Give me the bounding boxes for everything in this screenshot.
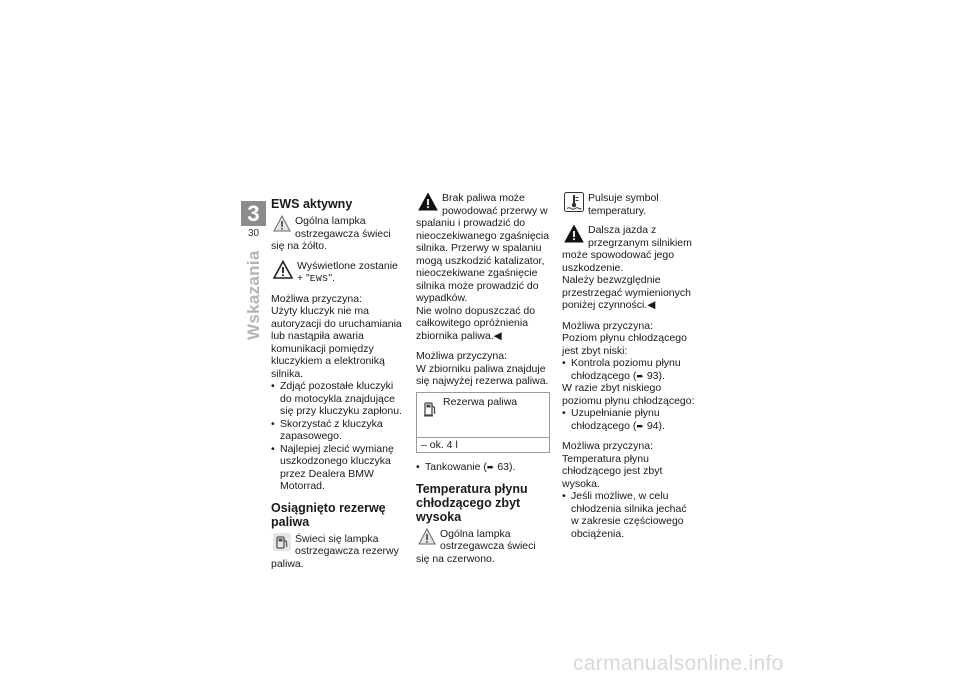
- fuel-reserve-label: Rezerwa paliwa: [443, 395, 518, 408]
- temp-symbol-text: Pulsuje symbol temperatury.: [588, 192, 659, 217]
- temp-symbol-block: [562, 192, 696, 217]
- list-item: • Zdjąć pozostałe kluczyki do motocykla znajdujące się przy kluczyku zapłonu.: [271, 380, 405, 418]
- ews-warning-text: Ogólna lampka ostrzegawcza świeci się na żółto.: [271, 215, 391, 252]
- warning-lamp-icon: [273, 215, 291, 233]
- end-mark-icon: ◀: [493, 329, 502, 342]
- check-page-ref: 93).: [643, 369, 665, 382]
- column-3: [562, 192, 696, 548]
- list-item: • Jeśli możliwe, w celu chłodzenia silnika jechać w zakresie częściowego obciążenia.: [562, 490, 696, 540]
- column-2: [416, 192, 550, 572]
- page-reference-arrow-icon: ➨: [636, 370, 644, 381]
- fuel-warning-block: [271, 533, 405, 571]
- coolant-warning-block: [416, 528, 550, 566]
- refuel-text: Tankowanie (: [425, 461, 487, 473]
- page-number: 30: [247, 228, 260, 239]
- fuel-danger-sentence: Nie wolno dopuszczać do całkowitego opróżnienia zbiornika paliwa.: [416, 304, 536, 342]
- ews-warning-block: [271, 215, 405, 253]
- warning-triangle-icon: [273, 260, 293, 280]
- fuel-pump-icon: [421, 400, 439, 418]
- check-list: [562, 357, 696, 382]
- page-reference-arrow-icon: ➨: [486, 462, 495, 472]
- fuel-reserve-table: [416, 392, 550, 454]
- low-level-text: W razie zbyt niskiego poziomu płynu chłodzącego:: [562, 382, 695, 407]
- temp-danger-text: Dalsza jazda z przegrzanym silnikiem może spowodować jego uszkodzenie.: [562, 224, 692, 274]
- list-item: [562, 407, 696, 432]
- temp-cause-2-label: Możliwa przyczyna:: [562, 440, 654, 452]
- fuel-reserve-value: – ok. 4 l: [421, 438, 458, 451]
- temp-cause-1-text: Poziom płynu chłodzącego jest zbyt niski:: [562, 332, 687, 357]
- fuel-cause-text: W zbiorniku paliwa znajduje się najwyżej rezerwa paliwa.: [416, 362, 549, 387]
- fill-list: [562, 407, 696, 432]
- ews-display-code: EWS: [309, 273, 329, 284]
- ews-heading: EWS aktywny: [271, 197, 353, 211]
- end-mark-icon: ◀: [647, 299, 656, 311]
- coolant-temperature-icon: [564, 192, 584, 212]
- watermark: carmanualsonline.info: [573, 652, 784, 675]
- fuel-reserve-header: [417, 393, 549, 438]
- warning-triangle-icon: [418, 192, 438, 212]
- list-item: [416, 461, 550, 474]
- fuel-reserve-heading: Osiągnięto rezerwę paliwa: [271, 500, 386, 529]
- list-item: • Najlepiej zlecić wymianę uszkodzonego kluczyka przez Dealera BMW Motorrad.: [271, 443, 405, 493]
- warning-lamp-icon: [418, 528, 436, 546]
- column-1: [271, 192, 405, 577]
- temp-cause-1-label: Możliwa przyczyna:: [562, 319, 654, 332]
- warning-triangle-icon: [564, 224, 584, 244]
- temp-cause-2-text: Temperatura płynu chłodzącego jest zbyt wysoka.: [562, 452, 663, 490]
- fill-text: Uzupełnianie płynu chłodzącego (: [571, 407, 660, 432]
- check-text: Kontrola poziomu płynu chłodzącego (: [571, 357, 681, 382]
- temp-danger-text-2: [562, 274, 696, 312]
- chapter-tab: 3: [241, 201, 266, 226]
- page-reference-arrow-icon: ➨: [636, 420, 644, 431]
- section-label: Wskazania: [244, 250, 263, 340]
- fill-page-ref: 94).: [643, 419, 665, 432]
- ews-display-prefix: Wyświetlone zostanie + ": [297, 259, 398, 284]
- ews-cause-label: Możliwa przyczyna:: [271, 292, 363, 305]
- ews-display-suffix: ".: [328, 272, 336, 284]
- fuel-pump-icon: [273, 533, 291, 551]
- fuel-cause-label: Możliwa przyczyna:: [416, 350, 508, 362]
- fuel-warning-text: Świeci się lampka ostrzegawcza rezerwy paliwa.: [271, 532, 399, 570]
- coolant-temp-heading: Temperatura płynu chłodzącego zbyt wysoka: [416, 481, 528, 524]
- list-item: [562, 357, 696, 382]
- temp-danger-sentence: Należy bezwzględnie przestrzegać wymienionych poniżej czynności.: [562, 274, 691, 311]
- ews-display-block: [271, 260, 405, 286]
- list-item: • Skorzystać z kluczyka zapasowego.: [271, 418, 405, 443]
- fuel-danger-block: [416, 192, 550, 305]
- refuel-list: [416, 461, 550, 474]
- ews-cause-text: Użyty kluczyk nie ma autoryzacji do uruchamiania lub nastąpiła awaria komunikacji pomiędzy kluczykiem a elektroniką silnika.: [271, 305, 402, 380]
- fuel-danger-text-2: [416, 305, 550, 343]
- temp-danger-block: [562, 224, 696, 274]
- coolant-warning-text: Ogólna lampka ostrzegawcza świeci się na czerwono.: [416, 527, 536, 565]
- refuel-page-ref: 63).: [494, 461, 516, 473]
- cooling-action-list: [562, 490, 696, 540]
- fuel-danger-text: Brak paliwa może powodować przerwy w spalaniu i prowadzić do nieoczekiwanego zgaśnięcia silnika. Przerwy w spalaniu mogą uszkodzić katalizator, nieoczekiwane zgaśnięcie silnika może prowadzić do wypadków.: [416, 192, 550, 304]
- ews-action-list: [271, 380, 405, 493]
